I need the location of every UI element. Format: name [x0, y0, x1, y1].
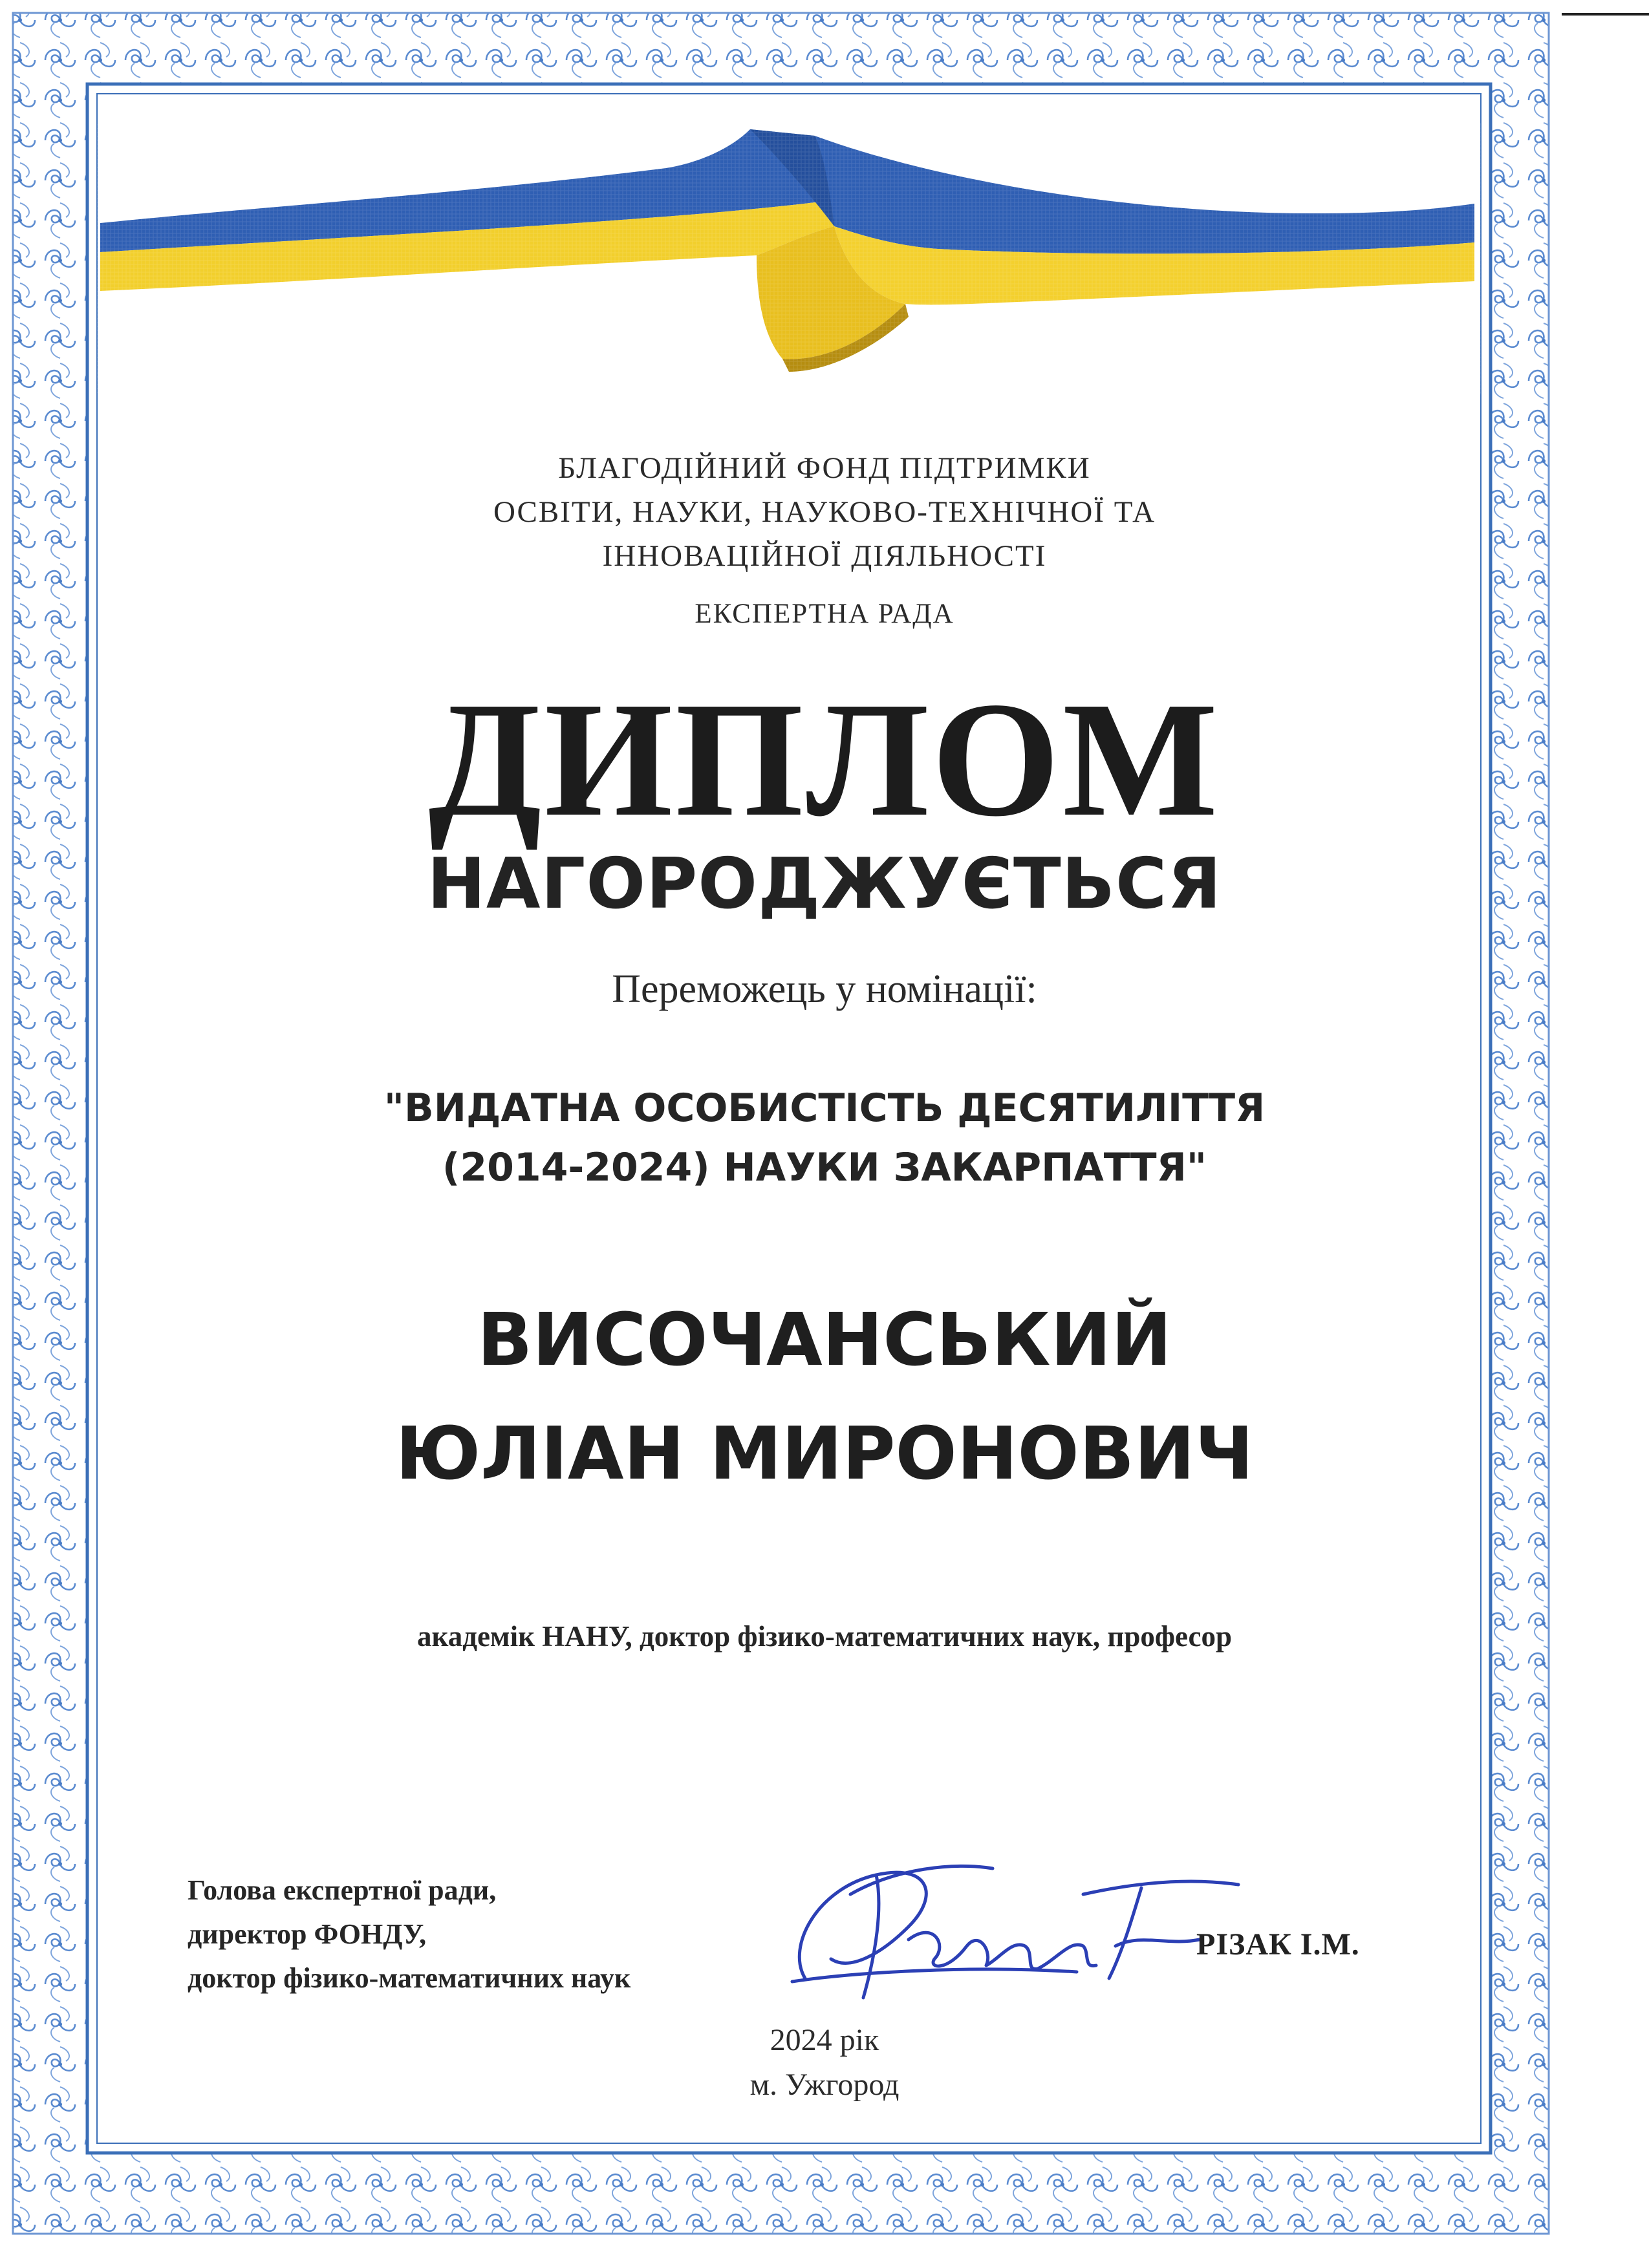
- issue-city: м. Ужгород: [749, 2068, 900, 2102]
- recipient-surname: ВИСОЧАНСЬКИЙ: [477, 1298, 1172, 1382]
- organization-line-3: ІННОВАЦІЙНОЇ ДІЯЛЬНОСТІ: [602, 539, 1047, 573]
- signatory-position-line-1: Голова експертної ради,: [188, 1874, 497, 1906]
- signatory-position: [188, 1868, 630, 2000]
- ukrainian-flag-ribbon: [97, 123, 1481, 394]
- nomination-line-1: "ВИДАТНА ОСОБИСТІСТЬ ДЕСЯТИЛІТТЯ: [383, 1086, 1266, 1131]
- scan-edge-mark: [1562, 13, 1649, 16]
- organization-name: [0, 446, 1649, 578]
- handwritten-signature: [779, 1849, 1245, 2011]
- diploma-title: ДИПЛОМ: [428, 669, 1221, 851]
- recipient-titles: академік НАНУ, доктор фізико-математичних наук, професор: [416, 1620, 1233, 1653]
- awarded-label: НАГОРОДЖУЄТЬСЯ: [427, 844, 1222, 925]
- recipient-name: [0, 1283, 1649, 1511]
- recipient-given-names: ЮЛІАН МИРОНОВИЧ: [395, 1412, 1254, 1496]
- organization-line-2: ОСВІТИ, НАУКИ, НАУКОВО-ТЕХНІЧНОЇ ТА: [493, 495, 1156, 529]
- winner-label: Переможець у номінації:: [612, 967, 1037, 1011]
- organization-line-1: БЛАГОДІЙНИЙ ФОНД ПІДТРИМКИ: [558, 451, 1091, 485]
- expert-council-label: ЕКСПЕРТНА РАДА: [695, 599, 954, 629]
- signatory-position-line-2: директор ФОНДУ,: [188, 1918, 427, 1950]
- issue-year: 2024 рік: [770, 2023, 879, 2057]
- signatory-name: РІЗАК І.М.: [1196, 1927, 1360, 1962]
- nomination-title: [0, 1078, 1649, 1197]
- signatory-position-line-3: доктор фізико-математичних наук: [188, 1962, 631, 1994]
- nomination-line-2: (2014-2024) НАУКИ ЗАКАРПАТТЯ": [442, 1145, 1207, 1190]
